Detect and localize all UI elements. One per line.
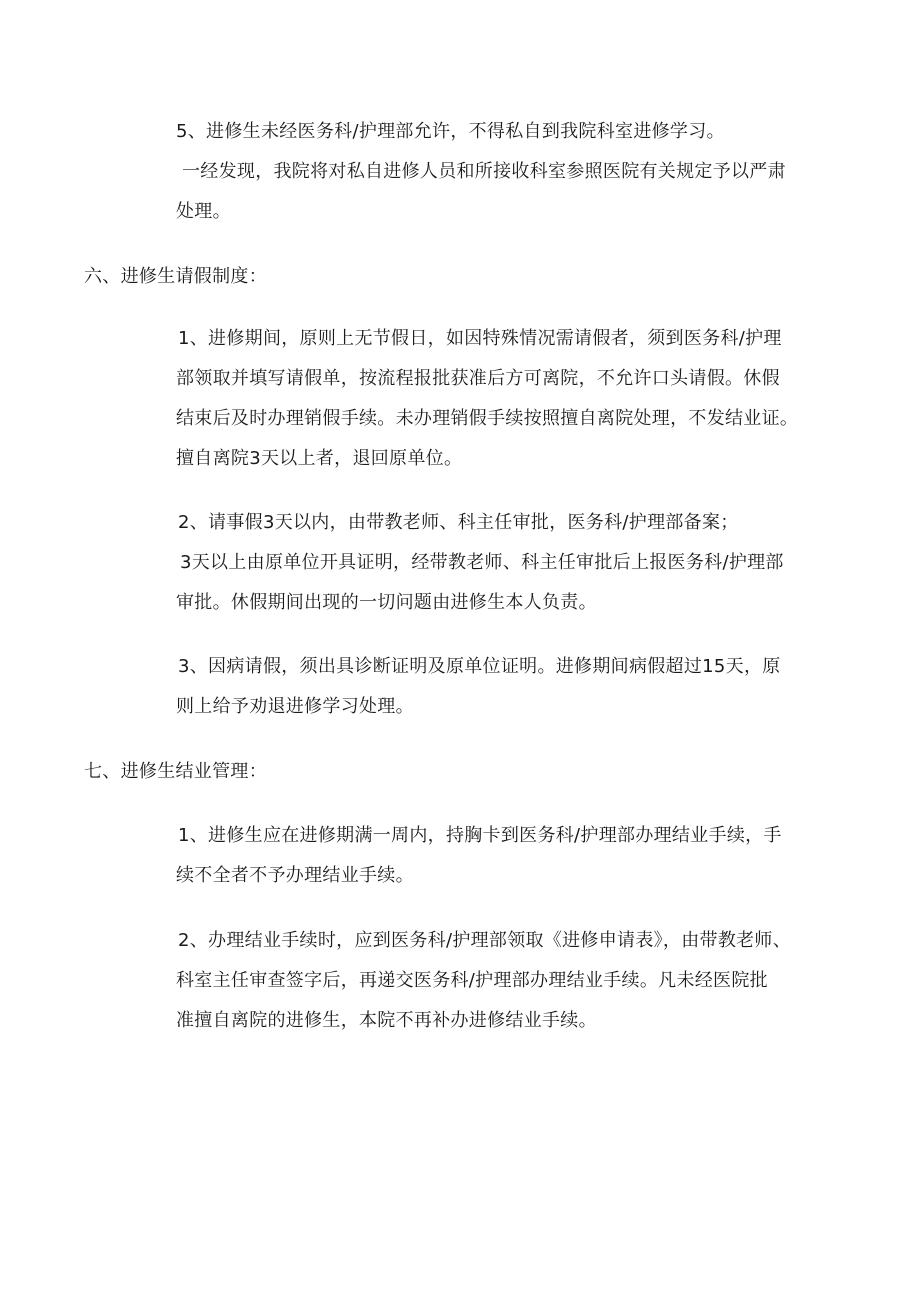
text-line: 结束后及时办理销假手续。未办理销假手续按照擅自离院处理，不发结业证。	[176, 408, 799, 429]
text-line: 3天以上由原单位开具证明，经带教老师、科主任审批后上报医务科/护理部	[180, 552, 784, 573]
text-line: 一经发现，我院将对私自进修人员和所接收科室参照医院有关规定予以严肃	[182, 161, 786, 182]
text-line: 续不全者不予办理结业手续。	[176, 865, 414, 886]
text-line: 处理。	[176, 201, 231, 222]
section-7-heading: 七、进修生结业管理：	[84, 761, 267, 782]
text-line: 3、因病请假，须出具诊断证明及原单位证明。进修期间病假超过15天，原	[178, 656, 781, 677]
text-line: 2、办理结业手续时，应到医务科/护理部领取《进修申请表》，由带教老师、	[178, 930, 792, 951]
text-line: 1、进修期间，原则上无节假日，如因特殊情况需请假者，须到医务科/护理	[178, 328, 782, 349]
text-line: 准擅自离院的进修生，本院不再补办进修结业手续。	[176, 1010, 597, 1031]
text-line: 则上给予劝退进修学习处理。	[176, 696, 414, 717]
text-line: 科室主任审查签字后，再递交医务科/护理部办理结业手续。凡未经医院批	[176, 970, 768, 991]
text-line: 2、请事假3天以内，由带教老师、科主任审批，医务科/护理部备案；	[178, 512, 739, 533]
section-6-heading: 六、进修生请假制度：	[84, 266, 267, 287]
text-line: 1、进修生应在进修期满一周内，持胸卡到医务科/护理部办理结业手续，手	[178, 825, 782, 846]
text-line: 5、进修生未经医务科/护理部允许，不得私自到我院科室进修学习。	[176, 121, 725, 142]
text-line: 部领取并填写请假单，按流程报批获准后方可离院，不允许口头请假。休假	[176, 368, 780, 389]
text-line: 审批。休假期间出现的一切问题由进修生本人负责。	[176, 592, 597, 613]
text-line: 擅自离院3天以上者，退回原单位。	[176, 448, 463, 469]
